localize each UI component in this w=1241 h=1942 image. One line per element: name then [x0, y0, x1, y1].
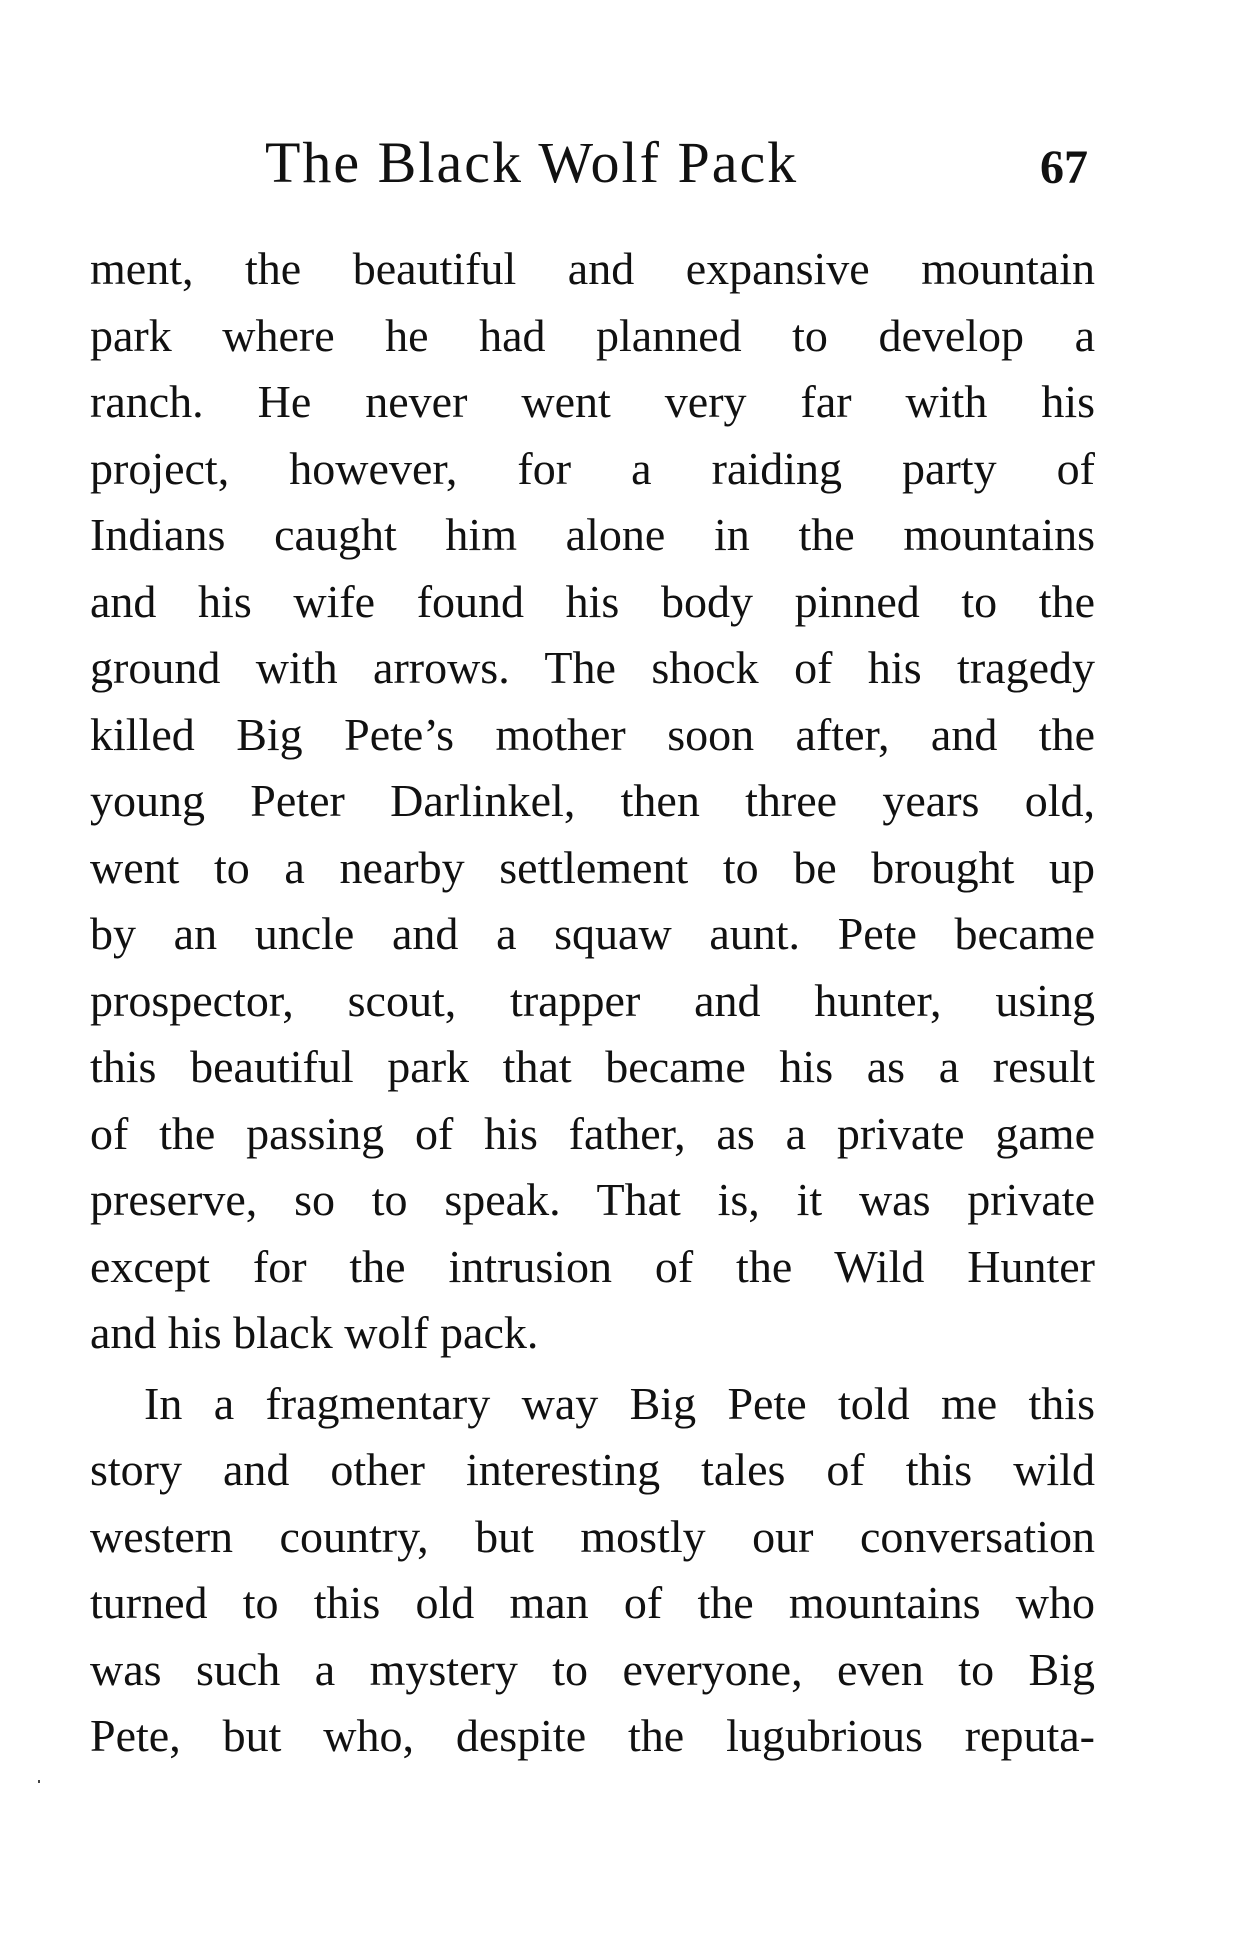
- text-line: Pete, but who, despite the lugubrious reputa-: [90, 1710, 1095, 1761]
- body-text: [90, 236, 1095, 1770]
- text-line: park where he had planned to develop a: [90, 309, 1095, 361]
- text-line: killed Big Pete’s mother soon after, and the: [90, 708, 1095, 760]
- text-line: of the passing of his father, as a private game: [90, 1107, 1095, 1159]
- paragraph-1: [90, 236, 1095, 1367]
- text-line: preserve, so to speak. That is, it was private: [90, 1174, 1095, 1225]
- running-title: The Black Wolf Pack: [265, 130, 799, 195]
- text-line: project, however, for a raiding party of: [90, 442, 1095, 494]
- text-line: went to a nearby settlement to be brought up: [90, 841, 1095, 893]
- text-line: ground with arrows. The shock of his tragedy: [90, 642, 1095, 693]
- text-line: except for the intrusion of the Wild Hunter: [90, 1240, 1095, 1292]
- text-line: story and other interesting tales of this wild: [90, 1444, 1095, 1495]
- text-line: Indians caught him alone in the mountains: [90, 509, 1095, 560]
- text-line: was such a mystery to everyone, even to Big: [90, 1643, 1095, 1695]
- text-line: In a fragmentary way Big Pete told me this: [144, 1377, 1095, 1429]
- margin-speck: [38, 1780, 40, 1783]
- text-line: and his black wolf pack.: [90, 1307, 539, 1358]
- text-line: ranch. He never went very far with his: [90, 376, 1095, 427]
- text-line: turned to this old man of the mountains who: [90, 1577, 1095, 1628]
- text-line: this beautiful park that became his as a result: [90, 1041, 1095, 1092]
- text-line: ment, the beautiful and expansive mountain: [90, 243, 1095, 294]
- text-line: young Peter Darlinkel, then three years old,: [90, 775, 1095, 826]
- text-line: and his wife found his body pinned to the: [90, 575, 1095, 627]
- text-line: western country, but mostly our conversation: [90, 1510, 1095, 1562]
- page-number: 67: [1040, 141, 1088, 194]
- paragraph-2: [90, 1371, 1095, 1770]
- text-line: by an uncle and a squaw aunt. Pete became: [90, 908, 1095, 959]
- text-line: prospector, scout, trapper and hunter, using: [90, 974, 1095, 1026]
